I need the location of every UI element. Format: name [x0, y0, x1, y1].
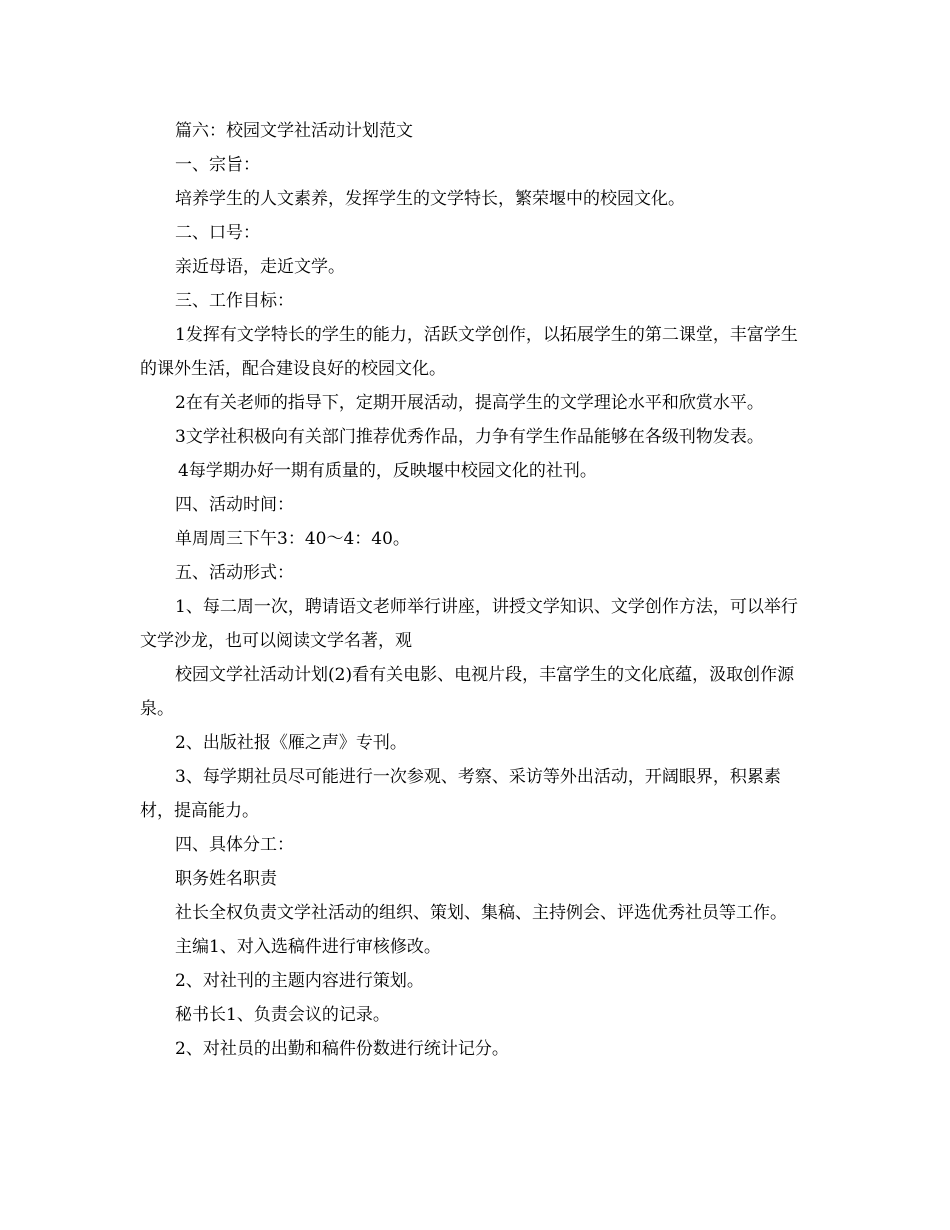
paragraph: 4每学期办好一期有质量的，反映堰中校园文化的社刊。	[178, 461, 597, 481]
heading-slogan: 二、口号：	[175, 223, 260, 243]
heading-goals: 三、工作目标：	[175, 291, 294, 311]
paragraph: 职务姓名职责	[175, 869, 277, 889]
paragraph: 主编1、对入选稿件进行审核修改。	[175, 937, 441, 957]
paragraph: 2在有关老师的指导下，定期开展活动，提高学生的文学理论水平和欣赏水平。	[175, 393, 764, 413]
document-body	[140, 114, 812, 1066]
paragraph: 亲近母语，走近文学。	[175, 257, 345, 277]
paragraph: 社长全权负责文学社活动的组织、策划、集稿、主持例会、评选优秀社员等工作。	[175, 903, 787, 923]
paragraph: 2、出版社报《雁之声》专刊。	[175, 733, 407, 753]
paragraph: 秘书长1、负责会议的记录。	[175, 1005, 390, 1025]
paragraph: 1、每二周一次，聘请语文老师举行讲座，讲授文学知识、文学创作方法，可以举行文学沙龙，也可以阅读文学名著，观	[140, 597, 798, 651]
paragraph: 2、对社刊的主题内容进行策划。	[175, 971, 424, 991]
heading-division: 四、具体分工：	[175, 835, 294, 855]
paragraph: 1发挥有文学特长的学生的能力，活跃文学创作，以拓展学生的第二课堂，丰富学生的课外生活，配合建设良好的校园文化。	[140, 325, 798, 379]
heading-time: 四、活动时间：	[175, 495, 294, 515]
paragraph: 校园文学社活动计划(2)看有关电影、电视片段，丰富学生的文化底蕴，汲取创作源泉。	[140, 665, 795, 719]
paragraph: 培养学生的人文素养，发挥学生的文学特长，繁荣堰中的校园文化。	[175, 189, 685, 209]
paragraph: 3、每学期社员尽可能进行一次参观、考察、采访等外出活动，开阔眼界，积累素材，提高能力。	[140, 767, 781, 821]
section-title: 篇六：校园文学社活动计划范文	[175, 121, 413, 141]
paragraph: 3文学社积极向有关部门推荐优秀作品，力争有学生作品能够在各级刊物发表。	[175, 427, 764, 447]
paragraph: 单周周三下午3：40～4：40。	[175, 529, 410, 549]
paragraph: 2、对社员的出勤和稿件份数进行统计记分。	[175, 1039, 509, 1059]
heading-format: 五、活动形式：	[175, 563, 294, 583]
heading-purpose: 一、宗旨：	[175, 155, 260, 175]
